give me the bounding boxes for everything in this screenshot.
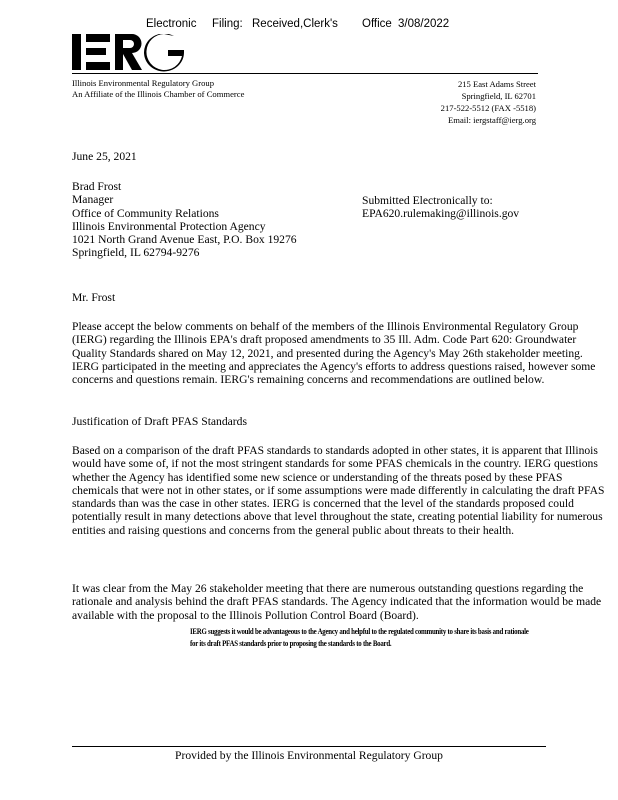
paragraph-suggestion: IERG suggests it would be advantageous to the Agency and helpful to the regulated community to share its basis and rationale for its draft PFAS standards prior to proposing the standards to the Board. [190,627,529,648]
salutation: Mr. Frost [72,291,116,304]
stamp-word: 3/08/2022 [398,18,450,30]
submission-block [362,194,519,221]
section-heading: Justification of Draft PFAS Standards [72,415,247,428]
paragraph-intro: Please accept the below comments on behalf of the members of the Illinois Environmental Regulatory Group (IERG) regarding the Illinois EPA's draft proposed amendments to 35 Ill. Adm. Code Part 620: Groundwater Quality Standards shared on May 12, 2021, and presented during the Agency's May 26th stakeholder meeting. IERG participated in the meeting and appreciates the Agency's efforts to address questions raised, however some concerns and questions remain. IERG's remaining concerns and recommendations are outlined below. [72,320,596,387]
org-affiliate: An Affiliate of the Illinois Chamber of Commerce [72,88,245,99]
stamp-word: Electronic [146,18,197,30]
recipient-line: Manager [72,193,114,207]
stamp-word: Filing: [212,18,243,30]
org-identity [72,78,244,99]
header-rule [72,73,538,74]
recipient-line: Office of Community Relations [72,206,219,220]
filing-stamp [146,18,449,30]
recipient-line: Illinois Environmental Protection Agency [72,219,266,233]
org-contact [441,78,536,126]
paragraph-meeting: It was clear from the May 26 stakeholder meeting that there are numerous outstanding questions regarding the rationale and analysis behind the draft PFAS standards. The Agency indicated that the information would be made available with the proposal to the Illinois Pollution Control Board (Board). [72,582,602,622]
footer-rule [72,746,546,747]
paragraph-comparison: Based on a comparison of the draft PFAS standards to standards adopted in other states, it is apparent that Illinois would have some of, if not the most stringent standards for some PFAS chemicals in the country. IERG questions whether the Agency has identified some new science or understanding of the threats posed by these PFAS chemicals that were not in other states, or if some assumptions were made differently in calculating the draft PFAS standards than was the case in other states. IERG is concerned that the level of the standards proposed could potentially result in many detections above that level throughout the state, creating potential liability for numerous entities and raising questions and concerns from the general public about threats to their health. [72,444,605,537]
letter-date: June 25, 2021 [72,150,137,163]
org-phone: 217-522-5512 (FAX -5518) [440,103,536,113]
recipient-line: 1021 North Grand Avenue East, P.O. Box 19276 [72,233,297,247]
recipient-block [72,180,297,260]
stamp-word: Office [362,18,392,30]
ierg-logo [72,34,184,72]
recipient-line: Brad Frost [72,180,122,193]
recipient-line: Springfield, IL 62794-9276 [72,246,200,260]
org-street: 215 East Adams Street [457,79,536,89]
stamp-word: Received,Clerk's [252,18,338,30]
org-email: Email: iergstaff@ierg.org [448,115,536,125]
footer-text: Provided by the Illinois Environmental Regulatory Group [175,749,443,762]
submitted-email: EPA620.rulemaking@illinois.gov [362,207,520,221]
submitted-label: Submitted Electronically to: [362,194,493,207]
org-city: Springfield, IL 62701 [461,91,536,101]
org-name: Illinois Environmental Regulatory Group [72,78,215,88]
